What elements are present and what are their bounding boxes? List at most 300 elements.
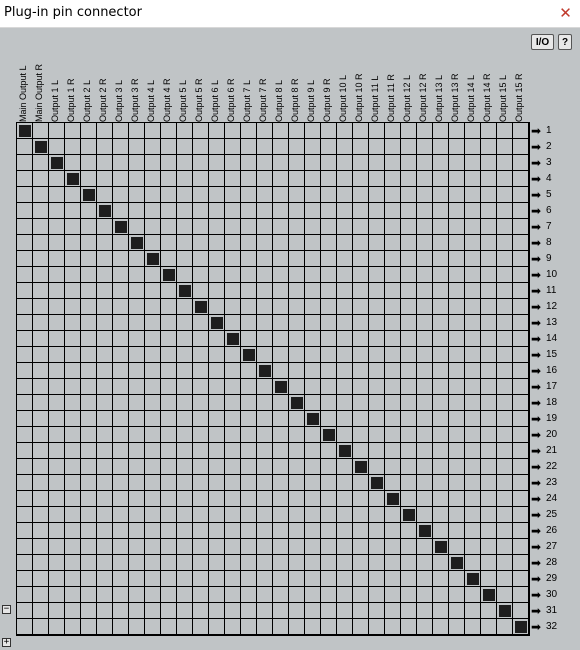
pin-cell[interactable] [337, 587, 353, 603]
pin-cell[interactable] [289, 283, 305, 299]
pin-cell[interactable] [273, 203, 289, 219]
pin-cell[interactable] [81, 379, 97, 395]
pin-cell[interactable] [337, 123, 353, 139]
pin-cell[interactable] [17, 123, 33, 139]
pin-cell[interactable] [353, 539, 369, 555]
pin-cell[interactable] [513, 139, 529, 155]
pin-cell[interactable] [49, 587, 65, 603]
pin-cell[interactable] [433, 379, 449, 395]
pin-cell[interactable] [193, 443, 209, 459]
pin-cell[interactable] [433, 427, 449, 443]
pin-cell[interactable] [257, 539, 273, 555]
pin-cell[interactable] [433, 475, 449, 491]
pin-cell[interactable] [305, 123, 321, 139]
pin-cell[interactable] [513, 603, 529, 619]
pin-cell[interactable] [17, 331, 33, 347]
pin-cell[interactable] [417, 283, 433, 299]
pin-cell[interactable] [481, 619, 497, 635]
pin-cell[interactable] [145, 315, 161, 331]
pin-cell[interactable] [321, 571, 337, 587]
pin-cell[interactable] [33, 315, 49, 331]
pin-cell[interactable] [497, 315, 513, 331]
pin-cell[interactable] [209, 459, 225, 475]
pin-cell[interactable] [417, 123, 433, 139]
pin-cell[interactable] [465, 555, 481, 571]
pin-cell[interactable] [449, 379, 465, 395]
pin-cell[interactable] [113, 315, 129, 331]
pin-cell[interactable] [161, 587, 177, 603]
pin-cell[interactable] [257, 331, 273, 347]
pin-cell[interactable] [465, 619, 481, 635]
pin-cell[interactable] [497, 587, 513, 603]
pin-cell[interactable] [49, 523, 65, 539]
pin-cell[interactable] [497, 347, 513, 363]
pin-cell[interactable] [65, 459, 81, 475]
pin-cell[interactable] [113, 283, 129, 299]
pin-cell[interactable] [113, 571, 129, 587]
pin-cell[interactable] [97, 331, 113, 347]
pin-cell[interactable] [161, 475, 177, 491]
pin-cell[interactable] [273, 459, 289, 475]
pin-cell[interactable] [369, 315, 385, 331]
pin-cell[interactable] [177, 379, 193, 395]
pin-cell[interactable] [321, 123, 337, 139]
pin-cell[interactable] [225, 555, 241, 571]
pin-cell[interactable] [465, 411, 481, 427]
pin-cell[interactable] [113, 363, 129, 379]
pin-cell[interactable] [497, 219, 513, 235]
pin-cell[interactable] [17, 427, 33, 443]
pin-cell[interactable] [33, 347, 49, 363]
pin-cell[interactable] [449, 571, 465, 587]
pin-cell[interactable] [257, 347, 273, 363]
pin-cell[interactable] [97, 475, 113, 491]
pin-cell[interactable] [81, 155, 97, 171]
pin-cell[interactable] [465, 443, 481, 459]
pin-cell[interactable] [113, 443, 129, 459]
pin-cell[interactable] [33, 283, 49, 299]
pin-cell[interactable] [289, 475, 305, 491]
pin-cell[interactable] [433, 395, 449, 411]
pin-cell[interactable] [497, 123, 513, 139]
pin-cell[interactable] [49, 283, 65, 299]
pin-cell[interactable] [433, 267, 449, 283]
pin-cell[interactable] [257, 523, 273, 539]
pin-cell[interactable] [433, 571, 449, 587]
pin-cell[interactable] [401, 155, 417, 171]
pin-cell[interactable] [193, 171, 209, 187]
pin-cell[interactable] [241, 555, 257, 571]
pin-cell[interactable] [417, 203, 433, 219]
pin-cell[interactable] [353, 171, 369, 187]
pin-cell[interactable] [97, 555, 113, 571]
pin-cell[interactable] [401, 235, 417, 251]
pin-cell[interactable] [321, 283, 337, 299]
pin-cell[interactable] [497, 251, 513, 267]
pin-cell[interactable] [497, 571, 513, 587]
pin-cell[interactable] [113, 123, 129, 139]
pin-cell[interactable] [113, 523, 129, 539]
pin-cell[interactable] [17, 315, 33, 331]
pin-cell[interactable] [241, 491, 257, 507]
pin-cell[interactable] [305, 315, 321, 331]
pin-cell[interactable] [417, 491, 433, 507]
pin-cell[interactable] [305, 219, 321, 235]
pin-cell[interactable] [145, 587, 161, 603]
pin-cell[interactable] [113, 267, 129, 283]
pin-cell[interactable] [273, 587, 289, 603]
pin-cell[interactable] [321, 619, 337, 635]
pin-cell[interactable] [177, 171, 193, 187]
pin-cell[interactable] [401, 267, 417, 283]
pin-cell[interactable] [161, 187, 177, 203]
pin-cell[interactable] [113, 587, 129, 603]
pin-cell[interactable] [369, 235, 385, 251]
pin-cell[interactable] [321, 539, 337, 555]
pin-cell[interactable] [417, 219, 433, 235]
pin-cell[interactable] [417, 571, 433, 587]
pin-cell[interactable] [177, 395, 193, 411]
pin-cell[interactable] [369, 251, 385, 267]
pin-cell[interactable] [33, 379, 49, 395]
pin-cell[interactable] [81, 555, 97, 571]
pin-cell[interactable] [513, 507, 529, 523]
pin-cell[interactable] [257, 267, 273, 283]
pin-cell[interactable] [385, 171, 401, 187]
pin-cell[interactable] [353, 363, 369, 379]
pin-cell[interactable] [81, 235, 97, 251]
pin-cell[interactable] [193, 459, 209, 475]
pin-cell[interactable] [385, 219, 401, 235]
pin-cell[interactable] [33, 491, 49, 507]
pin-cell[interactable] [97, 347, 113, 363]
pin-cell[interactable] [321, 171, 337, 187]
pin-cell[interactable] [209, 587, 225, 603]
pin-cell[interactable] [49, 619, 65, 635]
pin-cell[interactable] [305, 347, 321, 363]
pin-cell[interactable] [129, 427, 145, 443]
pin-cell[interactable] [145, 619, 161, 635]
pin-cell[interactable] [241, 443, 257, 459]
pin-cell[interactable] [129, 603, 145, 619]
pin-cell[interactable] [209, 395, 225, 411]
pin-cell[interactable] [353, 459, 369, 475]
pin-cell[interactable] [129, 283, 145, 299]
pin-cell[interactable] [225, 203, 241, 219]
pin-cell[interactable] [33, 219, 49, 235]
pin-cell[interactable] [33, 571, 49, 587]
pin-cell[interactable] [145, 171, 161, 187]
pin-cell[interactable] [209, 379, 225, 395]
pin-cell[interactable] [305, 187, 321, 203]
pin-cell[interactable] [33, 267, 49, 283]
pin-cell[interactable] [481, 139, 497, 155]
pin-cell[interactable] [97, 187, 113, 203]
pin-cell[interactable] [289, 507, 305, 523]
pin-cell[interactable] [513, 571, 529, 587]
pin-cell[interactable] [433, 187, 449, 203]
pin-cell[interactable] [145, 155, 161, 171]
pin-cell[interactable] [497, 379, 513, 395]
pin-cell[interactable] [81, 459, 97, 475]
pin-cell[interactable] [97, 619, 113, 635]
pin-cell[interactable] [97, 491, 113, 507]
pin-cell[interactable] [225, 363, 241, 379]
pin-cell[interactable] [257, 507, 273, 523]
pin-cell[interactable] [209, 555, 225, 571]
pin-cell[interactable] [193, 571, 209, 587]
pin-cell[interactable] [177, 475, 193, 491]
pin-cell[interactable] [113, 187, 129, 203]
pin-cell[interactable] [369, 555, 385, 571]
pin-cell[interactable] [433, 459, 449, 475]
pin-cell[interactable] [209, 283, 225, 299]
pin-cell[interactable] [97, 411, 113, 427]
pin-cell[interactable] [65, 171, 81, 187]
pin-cell[interactable] [33, 139, 49, 155]
pin-cell[interactable] [353, 491, 369, 507]
pin-cell[interactable] [289, 203, 305, 219]
pin-cell[interactable] [497, 443, 513, 459]
pin-cell[interactable] [113, 619, 129, 635]
pin-cell[interactable] [97, 523, 113, 539]
pin-cell[interactable] [449, 427, 465, 443]
pin-cell[interactable] [273, 555, 289, 571]
pin-cell[interactable] [65, 123, 81, 139]
pin-cell[interactable] [193, 523, 209, 539]
pin-cell[interactable] [481, 539, 497, 555]
pin-cell[interactable] [97, 587, 113, 603]
pin-cell[interactable] [513, 171, 529, 187]
pin-cell[interactable] [193, 587, 209, 603]
pin-cell[interactable] [49, 123, 65, 139]
pin-cell[interactable] [337, 363, 353, 379]
pin-cell[interactable] [289, 171, 305, 187]
pin-cell[interactable] [385, 523, 401, 539]
pin-cell[interactable] [241, 235, 257, 251]
pin-cell[interactable] [449, 459, 465, 475]
pin-cell[interactable] [337, 155, 353, 171]
pin-cell[interactable] [177, 347, 193, 363]
pin-cell[interactable] [401, 491, 417, 507]
pin-cell[interactable] [401, 507, 417, 523]
pin-cell[interactable] [65, 619, 81, 635]
pin-cell[interactable] [449, 587, 465, 603]
pin-cell[interactable] [273, 619, 289, 635]
pin-cell[interactable] [305, 299, 321, 315]
pin-cell[interactable] [33, 459, 49, 475]
pin-cell[interactable] [481, 299, 497, 315]
pin-cell[interactable] [161, 539, 177, 555]
pin-cell[interactable] [497, 235, 513, 251]
pin-cell[interactable] [81, 251, 97, 267]
pin-cell[interactable] [305, 379, 321, 395]
pin-cell[interactable] [449, 603, 465, 619]
pin-cell[interactable] [369, 331, 385, 347]
pin-cell[interactable] [369, 523, 385, 539]
pin-cell[interactable] [33, 475, 49, 491]
pin-cell[interactable] [177, 251, 193, 267]
pin-cell[interactable] [337, 571, 353, 587]
pin-cell[interactable] [481, 555, 497, 571]
pin-cell[interactable] [33, 363, 49, 379]
pin-cell[interactable] [417, 619, 433, 635]
pin-cell[interactable] [433, 491, 449, 507]
pin-cell[interactable] [129, 475, 145, 491]
pin-cell[interactable] [97, 251, 113, 267]
pin-cell[interactable] [273, 443, 289, 459]
pin-cell[interactable] [385, 619, 401, 635]
pin-cell[interactable] [225, 603, 241, 619]
pin-cell[interactable] [33, 619, 49, 635]
pin-cell[interactable] [257, 187, 273, 203]
pin-cell[interactable] [65, 587, 81, 603]
pin-cell[interactable] [481, 251, 497, 267]
pin-cell[interactable] [289, 571, 305, 587]
pin-cell[interactable] [177, 459, 193, 475]
pin-cell[interactable] [497, 539, 513, 555]
pin-cell[interactable] [465, 379, 481, 395]
pin-cell[interactable] [353, 555, 369, 571]
pin-cell[interactable] [17, 155, 33, 171]
pin-cell[interactable] [417, 363, 433, 379]
pin-cell[interactable] [193, 411, 209, 427]
pin-cell[interactable] [177, 315, 193, 331]
pin-cell[interactable] [465, 539, 481, 555]
pin-cell[interactable] [369, 139, 385, 155]
pin-cell[interactable] [289, 251, 305, 267]
pin-cell[interactable] [193, 139, 209, 155]
pin-cell[interactable] [385, 187, 401, 203]
pin-cell[interactable] [433, 347, 449, 363]
pin-cell[interactable] [49, 539, 65, 555]
pin-cell[interactable] [417, 523, 433, 539]
pin-cell[interactable] [225, 491, 241, 507]
pin-cell[interactable] [257, 427, 273, 443]
pin-cell[interactable] [209, 267, 225, 283]
pin-cell[interactable] [145, 379, 161, 395]
pin-cell[interactable] [497, 491, 513, 507]
pin-cell[interactable] [337, 331, 353, 347]
pin-cell[interactable] [433, 523, 449, 539]
pin-cell[interactable] [289, 379, 305, 395]
pin-cell[interactable] [417, 395, 433, 411]
pin-cell[interactable] [161, 523, 177, 539]
pin-cell[interactable] [241, 427, 257, 443]
pin-cell[interactable] [177, 363, 193, 379]
pin-cell[interactable] [17, 267, 33, 283]
pin-cell[interactable] [17, 187, 33, 203]
pin-cell[interactable] [497, 171, 513, 187]
pin-cell[interactable] [353, 123, 369, 139]
pin-cell[interactable] [97, 379, 113, 395]
pin-cell[interactable] [385, 139, 401, 155]
pin-cell[interactable] [273, 603, 289, 619]
pin-cell[interactable] [129, 379, 145, 395]
pin-cell[interactable] [81, 523, 97, 539]
pin-cell[interactable] [225, 187, 241, 203]
pin-cell[interactable] [129, 203, 145, 219]
pin-cell[interactable] [481, 363, 497, 379]
pin-cell[interactable] [97, 395, 113, 411]
pin-cell[interactable] [49, 251, 65, 267]
pin-cell[interactable] [209, 331, 225, 347]
pin-cell[interactable] [113, 603, 129, 619]
pin-cell[interactable] [145, 539, 161, 555]
pin-cell[interactable] [129, 123, 145, 139]
pin-cell[interactable] [17, 411, 33, 427]
pin-cell[interactable] [481, 235, 497, 251]
pin-cell[interactable] [353, 347, 369, 363]
pin-cell[interactable] [305, 235, 321, 251]
pin-cell[interactable] [241, 363, 257, 379]
pin-cell[interactable] [305, 395, 321, 411]
pin-cell[interactable] [497, 523, 513, 539]
pin-cell[interactable] [433, 363, 449, 379]
pin-cell[interactable] [225, 219, 241, 235]
pin-cell[interactable] [385, 331, 401, 347]
pin-cell[interactable] [193, 379, 209, 395]
pin-cell[interactable] [49, 187, 65, 203]
pin-cell[interactable] [449, 123, 465, 139]
pin-cell[interactable] [49, 235, 65, 251]
pin-cell[interactable] [81, 187, 97, 203]
pin-cell[interactable] [369, 363, 385, 379]
pin-cell[interactable] [129, 395, 145, 411]
pin-cell[interactable] [497, 427, 513, 443]
pin-cell[interactable] [145, 267, 161, 283]
pin-cell[interactable] [225, 139, 241, 155]
pin-cell[interactable] [481, 427, 497, 443]
pin-cell[interactable] [33, 427, 49, 443]
pin-cell[interactable] [369, 219, 385, 235]
pin-cell[interactable] [161, 379, 177, 395]
pin-cell[interactable] [225, 443, 241, 459]
pin-cell[interactable] [433, 139, 449, 155]
pin-cell[interactable] [129, 171, 145, 187]
pin-cell[interactable] [353, 331, 369, 347]
pin-cell[interactable] [449, 619, 465, 635]
pin-cell[interactable] [433, 299, 449, 315]
pin-cell[interactable] [385, 427, 401, 443]
pin-cell[interactable] [273, 235, 289, 251]
pin-cell[interactable] [257, 443, 273, 459]
pin-cell[interactable] [401, 555, 417, 571]
pin-cell[interactable] [401, 315, 417, 331]
pin-cell[interactable] [17, 523, 33, 539]
pin-cell[interactable] [241, 171, 257, 187]
pin-cell[interactable] [385, 555, 401, 571]
pin-cell[interactable] [113, 539, 129, 555]
pin-cell[interactable] [225, 539, 241, 555]
pin-cell[interactable] [241, 155, 257, 171]
pin-cell[interactable] [81, 219, 97, 235]
pin-cell[interactable] [193, 267, 209, 283]
pin-cell[interactable] [305, 363, 321, 379]
pin-cell[interactable] [145, 187, 161, 203]
pin-cell[interactable] [465, 123, 481, 139]
pin-cell[interactable] [305, 587, 321, 603]
pin-cell[interactable] [289, 331, 305, 347]
pin-cell[interactable] [481, 491, 497, 507]
pin-cell[interactable] [145, 443, 161, 459]
pin-cell[interactable] [481, 443, 497, 459]
pin-cell[interactable] [209, 171, 225, 187]
pin-cell[interactable] [33, 411, 49, 427]
pin-cell[interactable] [433, 315, 449, 331]
pin-cell[interactable] [129, 139, 145, 155]
pin-cell[interactable] [33, 523, 49, 539]
